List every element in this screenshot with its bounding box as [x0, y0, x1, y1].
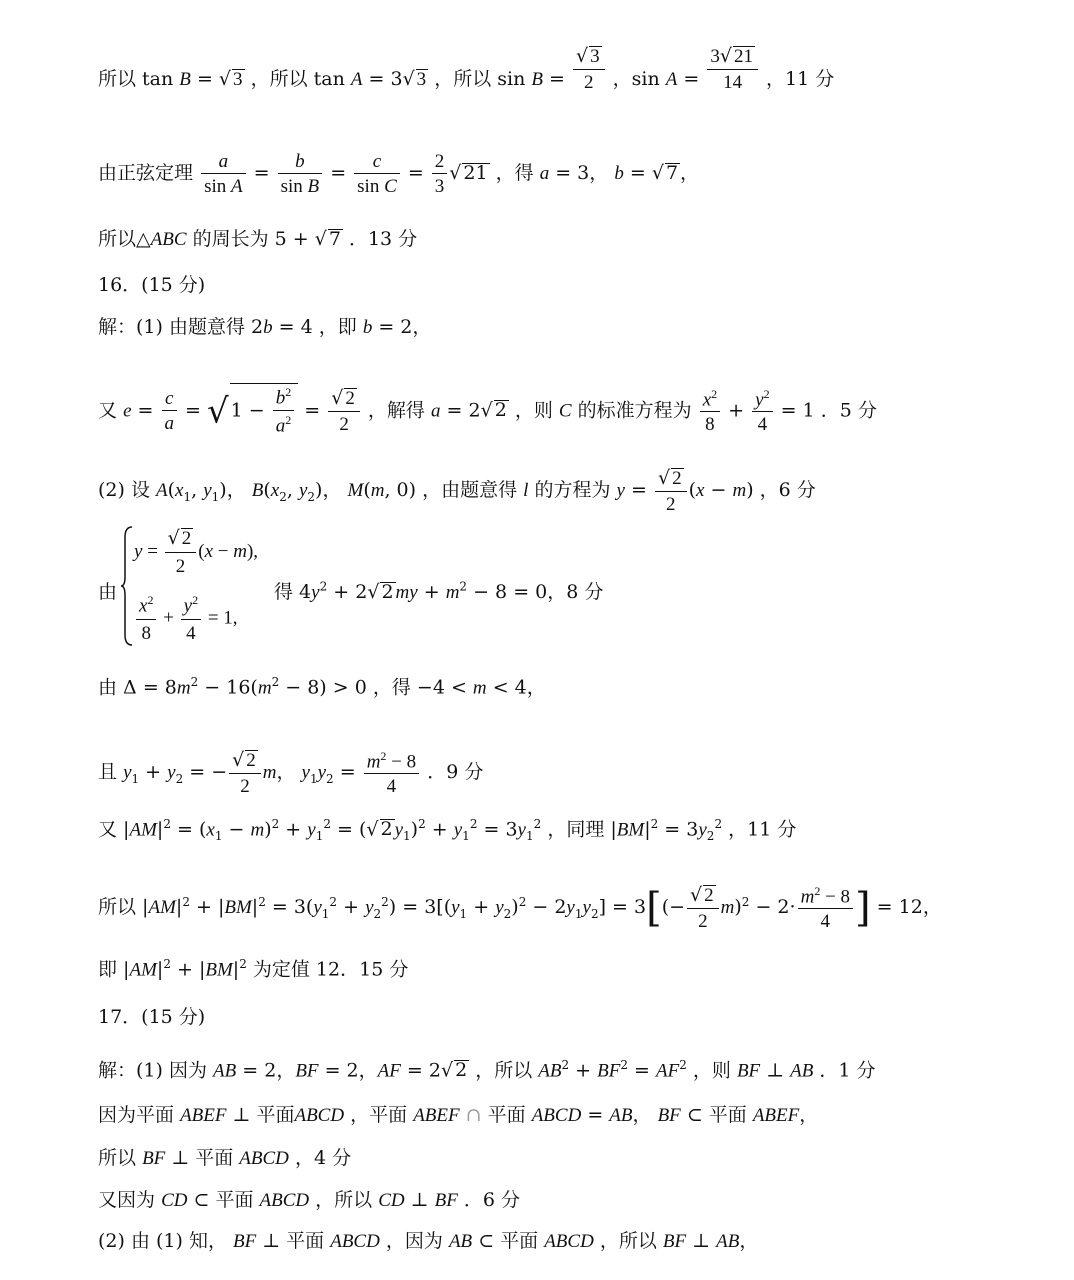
line-perimeter: 所以△ABC 的周长为 5 + √ 7 ．13 分: [98, 228, 418, 250]
line-16-7: 又 $|AM|^2 = (x_1 - m)^2 + y_1^2$ = (√ 2 $y_1)^2 + y_1^2 = 3y_1^2$ ，同理 $|BM|^2 = 3y_2^2$ ，11 分: [98, 817, 797, 844]
line-16-3: (2) 设 $A(x_1$, $y_1$)， $B(x_2$, $y_2$)， M(m, 0) ，由题意得 l 的方程为 y = $\frac{√ 2}{2}$ (x − m) ，6 分: [98, 467, 816, 515]
line-16-2: 又 e = $\frac{c}{a}$ = √ 1 − $\frac{b^2}{a^2}$ = $\frac{√ 2}{2}$ ，解得 a = 2√ 2 ，则 C 的标准方程为 $\frac{x^2}{8}$ + $\frac{y^2}{4}$ = 1 ．5 分: [98, 385, 877, 437]
left-brace-icon: [120, 525, 134, 647]
line-17-2: 因为平面 ABEF ⊥ 平面ABCD ，平面 ABEF ∩ 平面 ABCD = AB， BF ⊂ 平面 ABEF，: [98, 1104, 819, 1126]
line-16-6: 且 $y_1 + y_2$ = − $\frac{√ 2}{2}$ m， $y_1y_2$ = $\frac{m^2 - 8}{4}$ ．9 分: [98, 749, 484, 798]
line-sine-law: 由正弦定理 $\frac{a}{\text{sin A}}$ = $\frac{b}{\text{sin B}}$ = $\frac{c}{\text{sin C}}$ = $\frac{2}{3}$ √ 21 ，得 a = 3， b = √ 7 ，: [98, 151, 700, 197]
line-tanB: 所以 tan B = √ 3 ，所以 tan A = 3√ 3 ，所以 sin B = $\frac{√ 3}{2}$ ，sin A = $\frac{3√ 21}{14}$ ，11 分: [98, 45, 835, 93]
line-17-5: (2) 由 (1) 知， BF ⊥ 平面 ABCD ，因为 AB ⊂ 平面 ABCD ，所以 BF ⊥ AB，: [98, 1230, 759, 1252]
line-17-1: 解：(1) 因为 AB = 2，BF = 2，AF = 2√ 2 ，所以 $AB^2 + BF^2 = AF^2$ ，则 BF ⊥ AB ．1 分: [98, 1058, 876, 1082]
line-17-3: 所以 BF ⊥ 平面 ABCD ，4 分: [98, 1147, 352, 1169]
question-17-heading: 17．(15 分): [98, 1006, 206, 1028]
line-16-5: 由 $\Delta = 8m^2 - 16(m^2 - 8) > 0$ ，得 −4 < m < 4，: [98, 675, 546, 699]
line-17-4: 又因为 CD ⊂ 平面 ABCD ，所以 CD ⊥ BF ．6 分: [98, 1189, 520, 1211]
line-16-9: 即 $|AM|^2 + |BM|^2$ 为定值 12．15 分: [98, 957, 409, 981]
line-16-8: 所以 $|AM|^2 + |BM|^2 = 3(y_1^2 + y_2^2) = 3[(y_1 + y_2)^2 - 2y_1y_2] = 3[(-$ $\frac{√ 2}{2}$ m)$^2$ − 2· $\frac{m^2 - 8}{4}$ ] = 12，: [98, 884, 942, 933]
line-16-1: 解：(1) 由题意得 2b = 4 ，即 b = 2，: [98, 316, 432, 338]
question-16-heading: 16．(15 分): [98, 274, 206, 296]
